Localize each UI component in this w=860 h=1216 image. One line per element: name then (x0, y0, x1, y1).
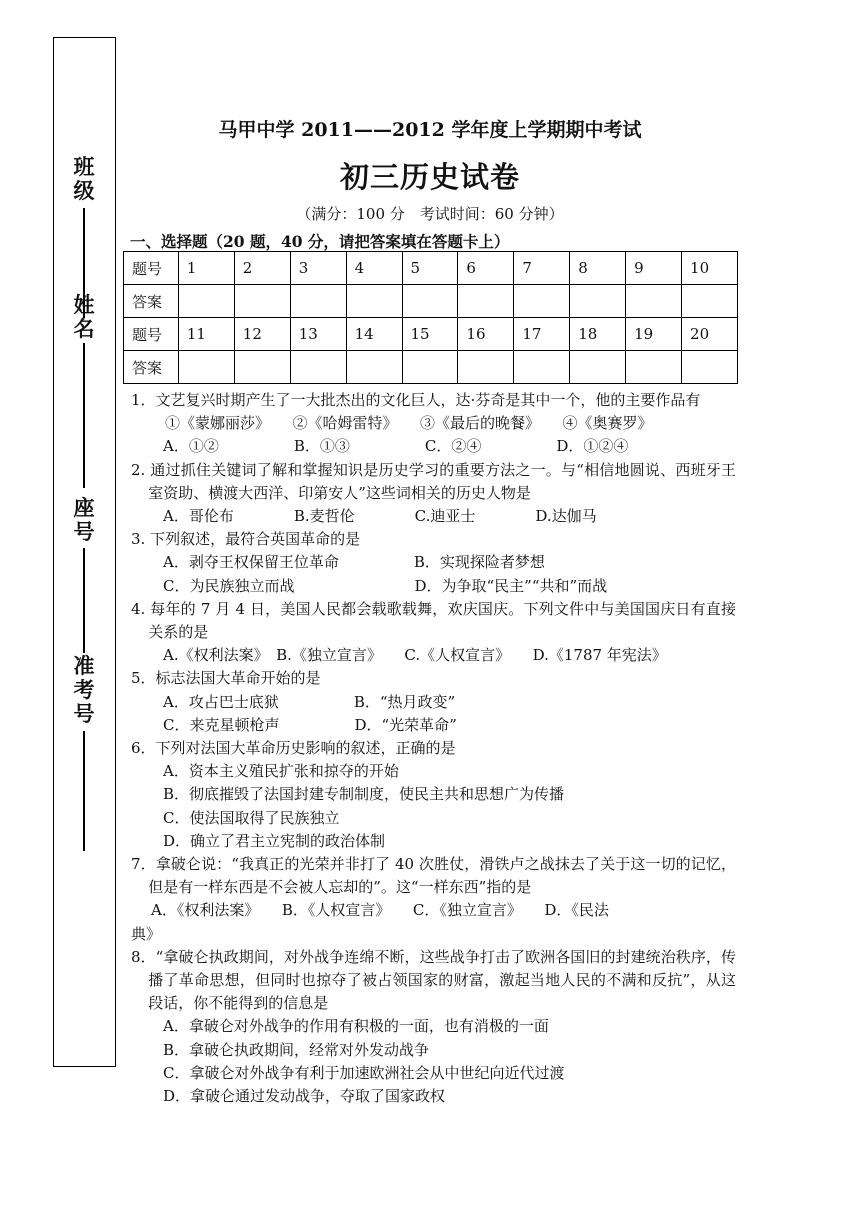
question-number-cell: 5 (402, 252, 458, 285)
question-number-cell: 20 (682, 318, 738, 351)
question-7-options: A．《权利法案》 B．《人权宣言》 C．《独立宣言》 D．《民法 (151, 901, 609, 920)
question-7-stem: 7．拿破仑说：“我真正的光荣并非打了 40 次胜仗，滑铁卢之战抹去了关于这一切的记忆，但是有一样东西是不会被人忘却的”。这“一样东西”指的是 (131, 855, 736, 897)
question-8-option-a: A．拿破仑对外战争的作用有积极的一面，也有消极的一面 (163, 1017, 549, 1036)
question-8-option-d: D．拿破仑通过发动战争，夺取了国家政权 (163, 1087, 446, 1106)
question-number-cell: 18 (570, 318, 626, 351)
answer-cell[interactable] (626, 351, 682, 384)
answer-cell[interactable] (178, 285, 234, 318)
section-heading: 一、选择题（20 题，40 分，请把答案填在答题卡上） (130, 232, 510, 251)
question-number-cell: 3 (290, 252, 346, 285)
question-number-cell: 15 (402, 318, 458, 351)
question-number-cell: 11 (178, 318, 234, 351)
name-label: 姓名 (73, 292, 95, 341)
answer-cell[interactable] (682, 351, 738, 384)
class-label: 班级 (73, 154, 95, 203)
question-5-options-line2: C．来克星顿枪声 D．“光荣革命” (163, 715, 457, 734)
answer-cell[interactable] (458, 351, 514, 384)
question-number-cell: 13 (290, 318, 346, 351)
question-number-cell: 9 (626, 252, 682, 285)
answer-cell[interactable] (682, 285, 738, 318)
question-number-cell: 17 (514, 318, 570, 351)
seat-fill-line (83, 548, 85, 653)
question-number-row-2 (124, 318, 738, 351)
question-8-option-c: C．拿破仑对外战争有利于加速欧洲社会从中世纪向近代过渡 (163, 1063, 565, 1082)
name-fill-line (83, 343, 85, 488)
answer-cell[interactable] (346, 285, 402, 318)
question-2-options: A．哥伦布 B.麦哲伦 C.迪亚士 D.达伽马 (163, 507, 597, 526)
answer-cell[interactable] (178, 351, 234, 384)
question-1-stem: 1．文艺复兴时期产生了一大批杰出的文化巨人，达·芬奇是其中一个，他的主要作品有 (131, 391, 701, 409)
answer-row-1 (124, 285, 738, 318)
question-5-stem: 5．标志法国大革命开始的是 (131, 669, 321, 688)
question-number-cell: 16 (458, 318, 514, 351)
answer-header: 答案 (124, 351, 179, 384)
question-3-stem: 3. 下列叙述，最符合英国革命的是 (131, 530, 361, 549)
answer-cell[interactable] (514, 285, 570, 318)
question-number-cell: 10 (682, 252, 738, 285)
answer-cell[interactable] (290, 285, 346, 318)
question-number-header: 题号 (124, 318, 179, 351)
question-number-cell: 8 (570, 252, 626, 285)
question-number-cell: 7 (514, 252, 570, 285)
question-number-row-1 (124, 252, 738, 285)
answer-cell[interactable] (570, 351, 626, 384)
question-1-works: ①《蒙娜丽莎》 ②《哈姆雷特》 ③《最后的晚餐》 ④《奥赛罗》 (165, 414, 653, 433)
exam-number-fill-line (83, 731, 85, 851)
question-number-cell: 19 (626, 318, 682, 351)
exam-number-label: 准考号 (73, 653, 95, 726)
answer-cell[interactable] (458, 285, 514, 318)
answer-row-2 (124, 351, 738, 384)
question-6-stem: 6．下列对法国大革命历史影响的叙述，正确的是 (131, 739, 456, 758)
question-number-cell: 14 (346, 318, 402, 351)
question-5-options-line1: A．攻占巴士底狱 B．“热月政变” (163, 692, 456, 711)
answer-cell[interactable] (514, 351, 570, 384)
answer-cell[interactable] (234, 351, 290, 384)
answer-cell[interactable] (346, 351, 402, 384)
exam-info: （满分：100 分 考试时间：60 分钟） (296, 205, 564, 223)
answer-table (123, 251, 738, 384)
exam-title: 初三历史试卷 (339, 160, 520, 194)
question-2-stem: 2. 通过抓住关键词了解和掌握知识是历史学习的重要方法之一。与“相信地圆说、西班牙王室资助、横渡大西洋、印第安人”这些词相关的历史人物是 (131, 460, 736, 502)
answer-cell[interactable] (626, 285, 682, 318)
question-number-cell: 12 (234, 318, 290, 351)
question-3-options-line1: A．剥夺王权保留王位革命 B．实现探险者梦想 (163, 553, 545, 572)
question-number-cell: 1 (178, 252, 234, 285)
answer-cell[interactable] (402, 351, 458, 384)
question-number-cell: 6 (458, 252, 514, 285)
question-6-option-b: B．彻底摧毁了法国封建专制制度，使民主共和思想广为传播 (163, 785, 565, 804)
question-number-cell: 4 (346, 252, 402, 285)
seat-label: 座号 (73, 495, 95, 544)
question-1-options: A．①② B．①③ C．②④ D．①②④ (163, 437, 629, 456)
question-4-stem: 4. 每年的 7 月 4 日，美国人民都会载歌载舞，欢庆国庆。下列文件中与美国国庆日有直接关系的是 (131, 599, 736, 642)
question-6-option-a: A．资本主义殖民扩张和掠夺的开始 (163, 762, 399, 781)
question-6-option-c: C．使法国取得了民族独立 (163, 808, 340, 827)
answer-header: 答案 (124, 285, 179, 318)
question-number-header: 题号 (124, 252, 179, 285)
answer-cell[interactable] (402, 285, 458, 318)
school-title: 马甲中学 2011——2012 学年度上学期期中考试 (218, 119, 642, 141)
question-list (131, 389, 736, 1108)
question-3-options-line2: C．为民族独立而战 D．为争取“民主”“共和”而战 (163, 576, 608, 595)
question-4-options: A.《权利法案》 B.《独立宣言》 C.《人权宣言》 D.《1787 年宪法》 (163, 646, 667, 665)
answer-cell[interactable] (234, 285, 290, 318)
answer-cell[interactable] (570, 285, 626, 318)
question-number-cell: 2 (234, 252, 290, 285)
question-8-stem: 8．“拿破仑执政期间，对外战争连绵不断，这些战争打击了欧洲各国旧的封建统治秩序，传播了革命思想，但同时也掠夺了被占领国家的财富，激起当地人民的不满和反抗”，从这段话，你不能得到的信息是 (131, 947, 736, 1013)
answer-cell[interactable] (290, 351, 346, 384)
question-7-options-tail: 典》 (131, 924, 162, 943)
question-8-option-b: B．拿破仑执政期间，经常对外发动战争 (163, 1040, 430, 1059)
question-6-option-d: D．确立了君主立宪制的政治体制 (163, 831, 386, 850)
